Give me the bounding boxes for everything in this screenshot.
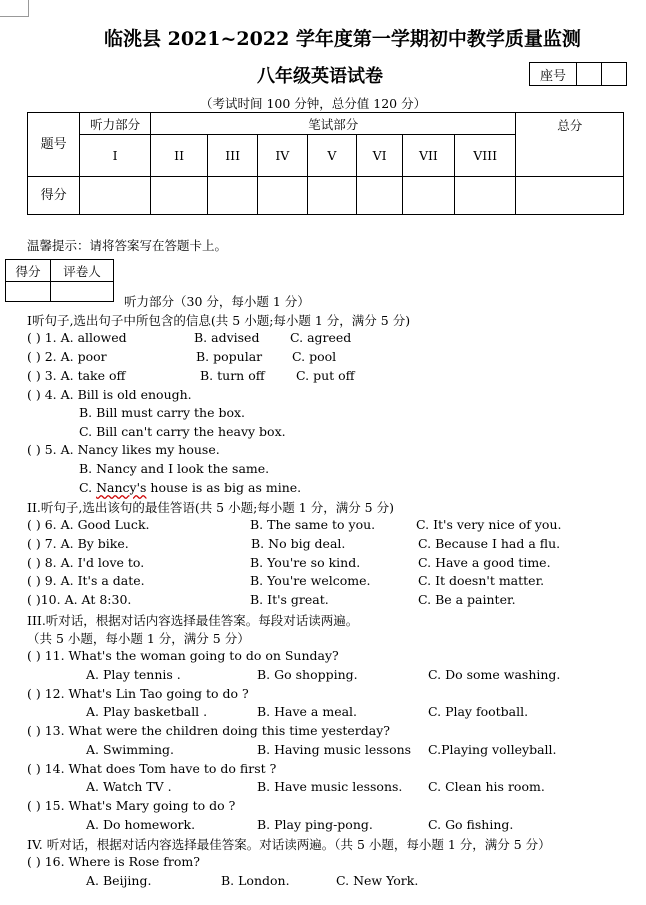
q2-option-c: C. pool bbox=[292, 349, 337, 364]
listening-header: 听力部分（30 分，每小题 1 分） bbox=[124, 294, 310, 309]
q16-option-c: C. New York. bbox=[336, 873, 419, 888]
exam-title: 临洮县 2021~2022 学年度第一学期初中教学质量监测 bbox=[104, 28, 581, 50]
q15-option-c: C. Go fishing. bbox=[428, 817, 514, 832]
q16-option-a: A. Beijing. bbox=[86, 873, 152, 888]
q12-option-a: A. Play basketball . bbox=[86, 704, 208, 719]
q14-stem: ( ) 14. What does Tom have to do first ? bbox=[27, 761, 277, 776]
col-VII: VII bbox=[403, 135, 455, 177]
section-2-title: II.听句子,选出该句的最佳答语(共 5 小题;每小题 1 分，满分 5 分) bbox=[27, 500, 394, 515]
q4-option-b: B. Bill must carry the box. bbox=[79, 405, 246, 420]
q16-stem: ( ) 16. Where is Rose from? bbox=[27, 854, 200, 869]
grader-score-label: 得分 bbox=[6, 260, 51, 282]
q12-stem: ( ) 12. What's Lin Tao going to do ? bbox=[27, 686, 249, 701]
col-V: V bbox=[307, 135, 357, 177]
q9-stem: ( ) 9. A. It's a date. bbox=[27, 573, 145, 588]
score-cell-VII[interactable] bbox=[403, 177, 455, 215]
q9-option-c: C. It doesn't matter. bbox=[418, 573, 545, 588]
q9-option-b: B. You're welcome. bbox=[250, 573, 371, 588]
section-4-title: IV. 听对话，根据对话内容选择最佳答案。对话读两遍。（共 5 小题，每小题 1 分，满分 5 分） bbox=[27, 837, 551, 852]
q10-option-b: B. It's great. bbox=[250, 592, 329, 607]
q2-option-b: B. popular bbox=[196, 349, 263, 364]
section-3-scoring: （共 5 小题，每小题 1 分，满分 5 分） bbox=[27, 631, 250, 646]
q6-stem: ( ) 6. A. Good Luck. bbox=[27, 517, 150, 532]
q8-stem: ( ) 8. A. I'd love to. bbox=[27, 555, 145, 570]
q15-stem: ( ) 15. What's Mary going to do ? bbox=[27, 798, 236, 813]
score-cell-listening[interactable] bbox=[80, 177, 151, 215]
score-cell-VIII[interactable] bbox=[454, 177, 516, 215]
q3-option-c: C. put off bbox=[296, 368, 355, 383]
q7-option-b: B. No big deal. bbox=[251, 536, 346, 551]
q4-option-c: C. Bill can't carry the heavy box. bbox=[79, 424, 286, 439]
col-VI: VI bbox=[357, 135, 403, 177]
q3-option-b: B. turn off bbox=[200, 368, 265, 383]
seat-label: 座号 bbox=[530, 63, 577, 86]
score-cell-II[interactable] bbox=[151, 177, 208, 215]
col-III: III bbox=[208, 135, 258, 177]
score-cell-III[interactable] bbox=[208, 177, 258, 215]
q3-stem: ( ) 3. A. take off bbox=[27, 368, 126, 383]
q13-option-b: B. Having music lessons bbox=[257, 742, 412, 757]
q11-stem: ( ) 11. What's the woman going to do on Sunday? bbox=[27, 648, 339, 663]
q5-option-c: C. Nancy's house is as big as mine. bbox=[79, 480, 302, 495]
grader-name-cell[interactable] bbox=[51, 282, 114, 302]
q10-option-c: C. Be a painter. bbox=[418, 592, 516, 607]
q10-stem: ( )10. A. At 8:30. bbox=[27, 592, 132, 607]
score-table bbox=[27, 112, 624, 215]
grader-box bbox=[5, 259, 114, 302]
corner-mark bbox=[0, 0, 29, 17]
q7-option-c: C. Because I had a flu. bbox=[418, 536, 561, 551]
q1-option-b: B. advised bbox=[194, 330, 260, 345]
col-VIII: VIII bbox=[454, 135, 516, 177]
q6-option-c: C. It's very nice of you. bbox=[416, 517, 562, 532]
q11-option-a: A. Play tennis . bbox=[86, 667, 181, 682]
q14-option-c: C. Clean his room. bbox=[428, 779, 545, 794]
q15-option-a: A. Do homework. bbox=[86, 817, 196, 832]
q15-option-b: B. Play ping-pong. bbox=[257, 817, 373, 832]
row-label-number: 题号 bbox=[28, 113, 80, 177]
q2-stem: ( ) 2. A. poor bbox=[27, 349, 107, 364]
q12-option-b: B. Have a meal. bbox=[257, 704, 358, 719]
q14-option-b: B. Have music lessons. bbox=[257, 779, 403, 794]
score-cell-IV[interactable] bbox=[257, 177, 307, 215]
q13-option-c: C.Playing volleyball. bbox=[428, 742, 557, 757]
row-label-score: 得分 bbox=[28, 177, 80, 215]
written-part-header: 笔试部分 bbox=[151, 113, 516, 135]
q13-stem: ( ) 13. What were the children doing this time yesterday? bbox=[27, 723, 390, 738]
col-IV: IV bbox=[257, 135, 307, 177]
grader-label: 评卷人 bbox=[51, 260, 114, 282]
q5-option-b: B. Nancy and I look the same. bbox=[79, 461, 270, 476]
col-II: II bbox=[151, 135, 208, 177]
score-cell-V[interactable] bbox=[307, 177, 357, 215]
q1-option-c: C. agreed bbox=[290, 330, 352, 345]
q8-option-b: B. You're so kind. bbox=[250, 555, 361, 570]
total-header-cell bbox=[516, 113, 624, 177]
q5-stem: ( ) 5. A. Nancy likes my house. bbox=[27, 442, 220, 457]
q1-stem: ( ) 1. A. allowed bbox=[27, 330, 127, 345]
seat-number-box bbox=[529, 62, 627, 86]
exam-subtitle: 八年级英语试卷 bbox=[257, 66, 383, 87]
spellcheck-word: Nancy's bbox=[96, 480, 147, 495]
section-3-title: III.听对话，根据对话内容选择最佳答案。每段对话读两遍。 bbox=[27, 613, 359, 628]
q16-option-b: B. London. bbox=[221, 873, 290, 888]
exam-info: （考试时间 100 分钟，总分值 120 分） bbox=[200, 96, 427, 111]
score-cell-total[interactable] bbox=[516, 177, 624, 215]
q7-stem: ( ) 7. A. By bike. bbox=[27, 536, 129, 551]
score-cell-VI[interactable] bbox=[357, 177, 403, 215]
q11-option-c: C. Do some washing. bbox=[428, 667, 561, 682]
q12-option-c: C. Play football. bbox=[428, 704, 529, 719]
section-1-title: I听句子,选出句子中所包含的信息(共 5 小题;每小题 1 分，满分 5 分) bbox=[27, 313, 411, 328]
listening-part-header: 听力部分 bbox=[80, 113, 151, 135]
grader-score-cell[interactable] bbox=[6, 282, 51, 302]
q6-option-b: B. The same to you. bbox=[250, 517, 376, 532]
q4-stem: ( ) 4. A. Bill is old enough. bbox=[27, 387, 192, 402]
col-I: I bbox=[80, 135, 151, 177]
q8-option-c: C. Have a good time. bbox=[418, 555, 551, 570]
total-header: 总分 bbox=[557, 118, 583, 133]
q14-option-a: A. Watch TV . bbox=[86, 779, 172, 794]
q13-option-a: A. Swimming. bbox=[86, 742, 174, 757]
reminder: 温馨提示：请将答案写在答题卡上。 bbox=[27, 238, 228, 253]
seat-cell-1[interactable] bbox=[577, 63, 602, 86]
seat-cell-2[interactable] bbox=[602, 63, 627, 86]
q11-option-b: B. Go shopping. bbox=[257, 667, 358, 682]
